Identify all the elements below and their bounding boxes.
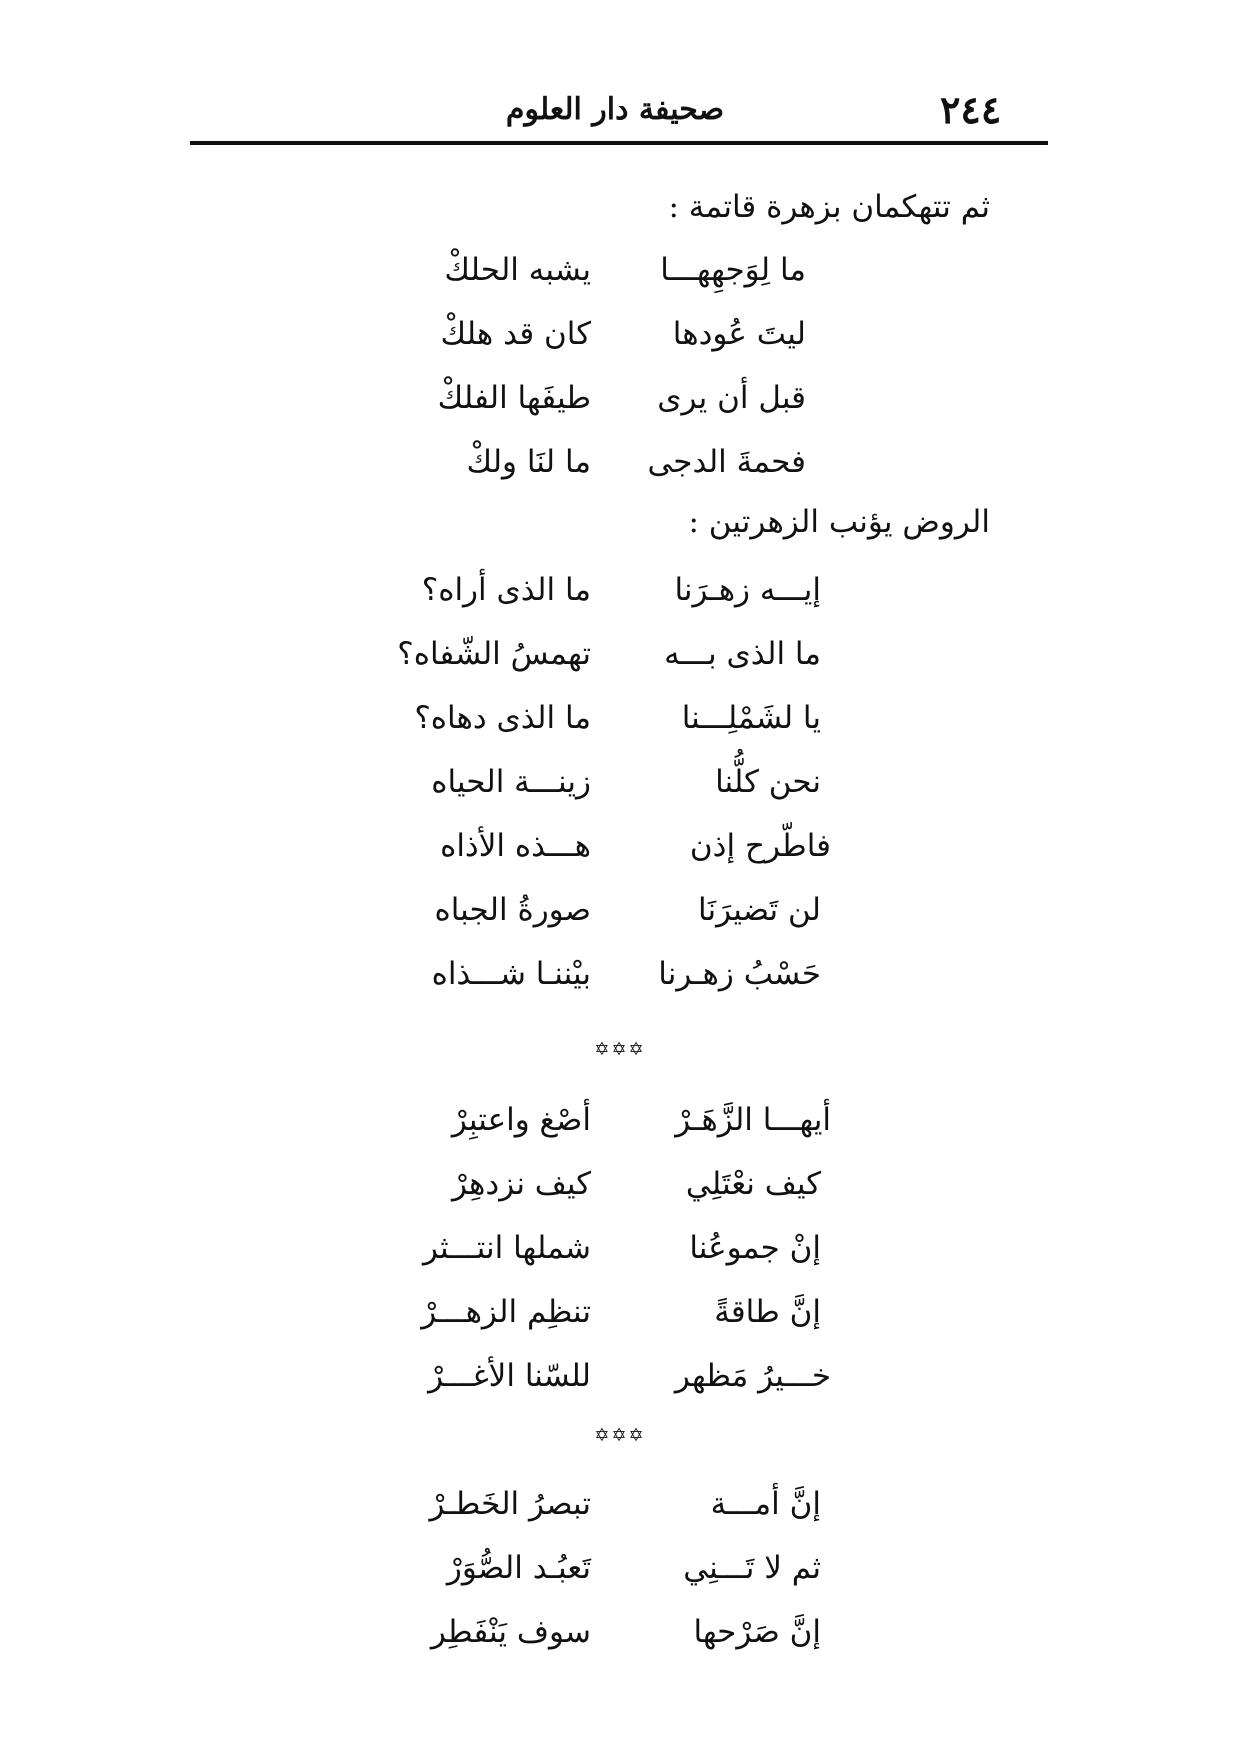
poem-stanza [0,560,1241,1008]
verse-first-hemistich: ما لِوَجهِهـــا [660,252,806,288]
poem-verse [0,1602,1241,1666]
verse-first-hemistich: ليتَ عُودها [672,316,806,352]
verse-first-hemistich: ما الذى بـــه [664,636,821,672]
poem-stanza [0,1090,1241,1410]
poem-verse [0,432,1241,496]
poem-verse [0,240,1241,304]
poem-verse [0,944,1241,1008]
verse-second-hemistich: أصْغ واعتبِرْ [451,1102,591,1138]
stanza-separator: ✡✡✡ [594,1039,646,1060]
poem-verse [0,368,1241,432]
page-number: ٢٤٤ [940,87,1002,132]
section-intro: الروض يؤنب الزهرتين : [688,504,990,540]
verse-first-hemistich: نحن كلُّنا [715,764,821,800]
verse-second-hemistich: تنظِم الزهـــرْ [421,1294,591,1330]
poem-verse [0,1474,1241,1538]
verse-first-hemistich: إيـــه زهـرَنا [674,572,821,608]
poem-verse [0,1538,1241,1602]
verse-first-hemistich: لن تَضيرَنَا [698,892,821,928]
verse-second-hemistich: للسّنا الأغـــرْ [428,1358,591,1394]
poem-verse [0,624,1241,688]
verse-second-hemistich: تبصرُ الخَطـرْ [429,1486,591,1522]
section-intro: ثم تتهكمان بزهرة قاتمة : [668,189,990,225]
verse-second-hemistich: يشبه الحلكْ [444,252,591,288]
poem-verse [0,1282,1241,1346]
verse-first-hemistich: إنَّ أمـــة [710,1486,821,1522]
verse-first-hemistich: يا لشَمْلِـــنا [681,700,821,736]
verse-first-hemistich: إنَّ صَرْحها [693,1614,821,1650]
verse-second-hemistich: تهمسُ الشّفاه؟ [397,636,591,672]
verse-second-hemistich: ما الذى دهاه؟ [414,700,591,736]
verse-first-hemistich: خـــيرُ مَظهر [674,1358,831,1394]
poem-verse [0,560,1241,624]
running-title: صحيفة دار العلوم [505,92,725,127]
verse-second-hemistich: طيفَها الفلكْ [437,380,591,416]
poem-verse [0,1346,1241,1410]
verse-second-hemistich: ما لنَا ولكْ [466,444,591,480]
verse-second-hemistich: تَعبُـد الصُّوَرْ [446,1550,591,1586]
verse-second-hemistich: شملها انتـــثر [422,1230,591,1266]
poem-verse [0,752,1241,816]
poem-stanza [0,240,1241,496]
verse-second-hemistich: بيْننـا شـــذاه [431,956,591,992]
verse-first-hemistich: أيهـــا الزَّهَـرْ [675,1102,831,1138]
poem-verse [0,1090,1241,1154]
verse-first-hemistich: ثم لا تَـــنِي [683,1550,821,1586]
poem-stanza [0,1474,1241,1666]
poem-verse [0,688,1241,752]
poem-verse [0,880,1241,944]
stanza-separator: ✡✡✡ [594,1425,646,1446]
verse-second-hemistich: ما الذى أراه؟ [421,572,591,608]
verse-second-hemistich: صورةُ الجباه [434,892,591,928]
verse-second-hemistich: كيف نزدهِرْ [451,1166,591,1202]
poem-verse [0,1154,1241,1218]
verse-first-hemistich: فاطّرح إذن [689,828,831,864]
header-rule [190,141,1048,145]
poem-verse [0,304,1241,368]
verse-first-hemistich: فحمةَ الدجى [647,444,806,480]
poem-verse [0,816,1241,880]
verse-second-hemistich: زينـــة الحياه [431,764,591,800]
poem-verse [0,1218,1241,1282]
verse-second-hemistich: سوف يَنْفَطِر [430,1614,591,1650]
verse-first-hemistich: إنَّ طاقةً [714,1294,821,1330]
verse-first-hemistich: حَسْبُ زهـرنا [658,956,821,992]
verse-first-hemistich: كيف نعْتَلِي [685,1166,821,1202]
verse-second-hemistich: هـــذه الأذاه [440,828,591,864]
verse-first-hemistich: إنْ جموعُنا [689,1230,821,1266]
verse-second-hemistich: كان قد هلكْ [440,316,591,352]
verse-first-hemistich: قبل أن يرى [657,380,806,416]
